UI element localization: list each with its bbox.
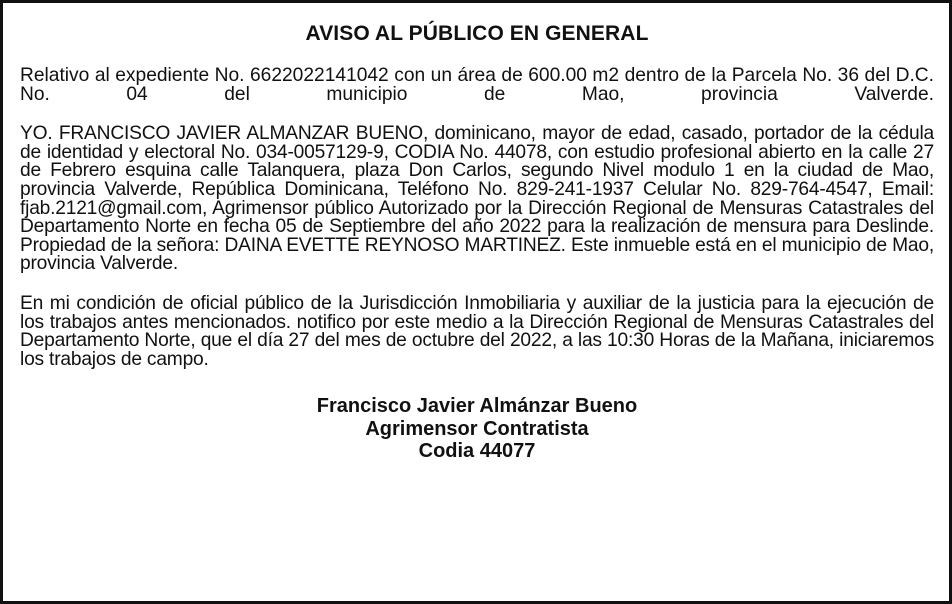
paragraph-gap <box>20 274 934 295</box>
signature-role: Agrimensor Contratista <box>365 417 589 440</box>
notice-title: AVISO AL PÚBLICO EN GENERAL <box>305 22 649 45</box>
signature-codia: Codia 44077 <box>418 440 536 463</box>
paragraph-surveyor-info: YO. FRANCISCO JAVIER ALMANZAR BUENO, dominicano, mayor de edad, casado, portador de la cédula de identidad y electoral No. 034-0057129-9, CODIA No. 44078, con estudio profesional abierto en la calle 27 de Febrero esquina calle Talanquera, plaza Don Carlos, segundo Nivel modulo 1 en la ciudad de Mao, provincia Valverde, República Dominicana, Teléfono No. 829-241-1937 Celular No. 829-764-4547, Email: fjab.2121@gmail.com, Agrimensor público Autorizado por la Dirección Regional de Mensuras Catastrales del Departamento Norte en fecha 05 de Septiembre del año 2022 para la realización de mensura para Deslinde. Propiedad de la señora: DAINA EVETTE REYNOSO MARTINEZ. Este inmueble está en el municipio de Mao, provincia Valverde. <box>20 123 934 275</box>
signature-name: Francisco Javier Almánzar Bueno <box>316 395 638 418</box>
paragraph-gap <box>20 104 934 125</box>
paragraph-notification: En mi condición de oficial público de la Jurisdicción Inmobiliaria y auxiliar de la justicia para la ejecución de los trabajos antes mencionados. notifico por este medio a la Dirección Regional de Mensuras Catastrales del Departamento Norte, que el día 27 del mes de octubre del 2022, a las 10:30 Horas de la Mañana, iniciaremos los trabajos de campo. <box>20 292 934 370</box>
paragraph-expediente: Relativo al expediente No. 6622022141042 con un área de 600.00 m2 dentro de la Parcela No. 36 del D.C. No. 04 del municipio de Mao, provincia Valverde. <box>20 65 934 105</box>
signature-block <box>20 395 934 463</box>
